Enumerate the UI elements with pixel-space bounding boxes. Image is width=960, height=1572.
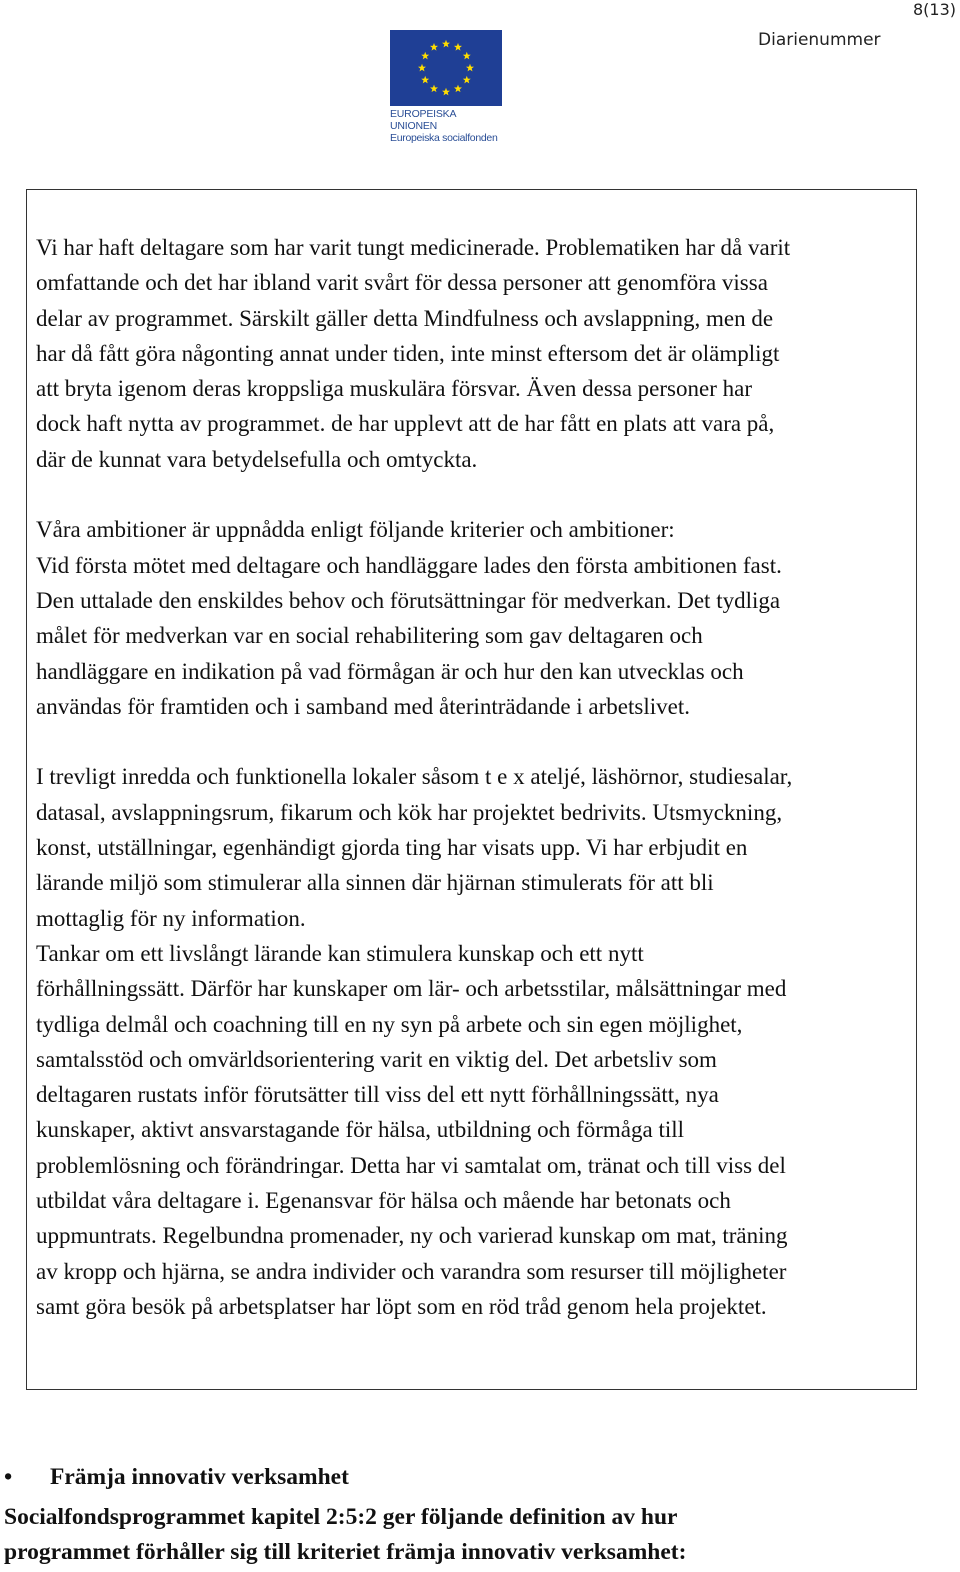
text-line: dock haft nytta av programmet. de har upplevt att de har fått en plats att vara på, [36,411,775,437]
text-line: tydliga delmål och coachning till en ny syn på arbete och sin egen möjlighet, [36,1011,743,1037]
section-intro-line: Socialfondsprogrammet kapitel 2:5:2 ger följande definition av hur [4,1504,678,1530]
section-heading [4,1464,349,1491]
text-line: Vid första mötet med deltagare och handläggare lades den första ambitionen fast. [36,552,782,578]
diary-number-label: Diarienummer [758,30,881,50]
text-line: I trevligt inredda och funktionella lokaler såsom t e x ateljé, läshörnor, studiesalar, [36,764,793,790]
box-content [36,230,912,1324]
text-line: har då fått göra någonting annat under tiden, inte minst eftersom det är olämpligt [36,340,780,366]
text-line: datasal, avslappningsrum, fikarum och kök har projektet bedrivits. Utsmyckning, [36,799,783,825]
section-intro [4,1500,686,1570]
page-number: 8(13) [912,0,956,19]
text-line: samt göra besök på arbetsplatser har löpt som en röd tråd genom hela projektet. [36,1293,767,1319]
text-line: att bryta igenom deras kroppsliga muskulära försvar. Även dessa personer har [36,376,752,402]
text-line: kunskaper, aktivt ansvarstagande för hälsa, utbildning och förmåga till [36,1117,685,1143]
paragraph-premises-learning [36,759,912,1324]
section-heading-text: Främja innovativ verksamhet [50,1464,349,1490]
text-line: Tankar om ett livslångt lärande kan stimulera kunskap och ett nytt [36,940,644,966]
text-line: användas för framtiden och i samband med återinträdande i arbetslivet. [36,693,690,719]
text-line: handläggare en indikation på vad förmågan är och hur den kan utvecklas och [36,658,744,684]
text-line: Den uttalade den enskildes behov och förutsättningar för medverkan. Det tydliga [36,587,781,613]
text-line: uppmuntrats. Regelbundna promenader, ny och varierad kunskap om mat, träning [36,1223,788,1249]
text-box [26,189,917,1390]
eu-flag-icon [390,30,502,106]
text-line: där de kunnat vara betydelsefulla och omtyckta. [36,446,478,472]
eu-logo-line2: Europeiska socialfonden [390,132,498,144]
paragraph-ambitions [36,512,912,724]
text-line: problemlösning och förändringar. Detta har vi samtalat om, tränat och till viss del [36,1152,786,1178]
text-line: omfattande och det har ibland varit svårt för dessa personer att genomföra vissa [36,270,768,296]
text-line: samtalsstöd och omvärldsorientering varit en viktig del. Det arbetsliv som [36,1046,717,1072]
text-line: Vi har haft deltagare som har varit tungt medicinerade. Problematiken har då varit [36,235,791,260]
text-line: målet för medverkan var en social rehabilitering som gav deltagaren och [36,623,703,649]
text-line: konst, utställningar, egenhändigt gjorda ting har visats upp. Vi har erbjudit en [36,835,748,861]
text-line: Våra ambitioner är uppnådda enligt följande kriterier och ambitioner: [36,517,675,543]
text-line: förhållningssätt. Därför har kunskaper om lär- och arbetsstilar, målsättningar med [36,976,787,1002]
text-line: av kropp och hjärna, se andra individer och varandra som resurser till möjligheter [36,1258,787,1284]
eu-logo-line1: EUROPEISKA UNIONEN [390,108,456,132]
text-line: mottaglig för ny information. [36,905,306,931]
text-line: deltagaren rustats inför förutsätter till viss del ett nytt förhållningssätt, nya [36,1082,719,1108]
text-line: utbildat våra deltagare i. Egenansvar för hälsa och mående har betonats och [36,1188,731,1214]
text-line: delar av programmet. Särskilt gäller detta Mindfulness och avslappning, men de [36,305,774,331]
bullet-icon: • [4,1464,13,1490]
paragraph-medicated-participants [36,230,912,477]
text-line: lärande miljö som stimulerar alla sinnen där hjärnan stimulerats för att bli [36,870,714,896]
eu-logo [390,30,502,144]
section-intro-line: programmet förhåller sig till kriteriet främja innovativ verksamhet: [4,1539,687,1565]
